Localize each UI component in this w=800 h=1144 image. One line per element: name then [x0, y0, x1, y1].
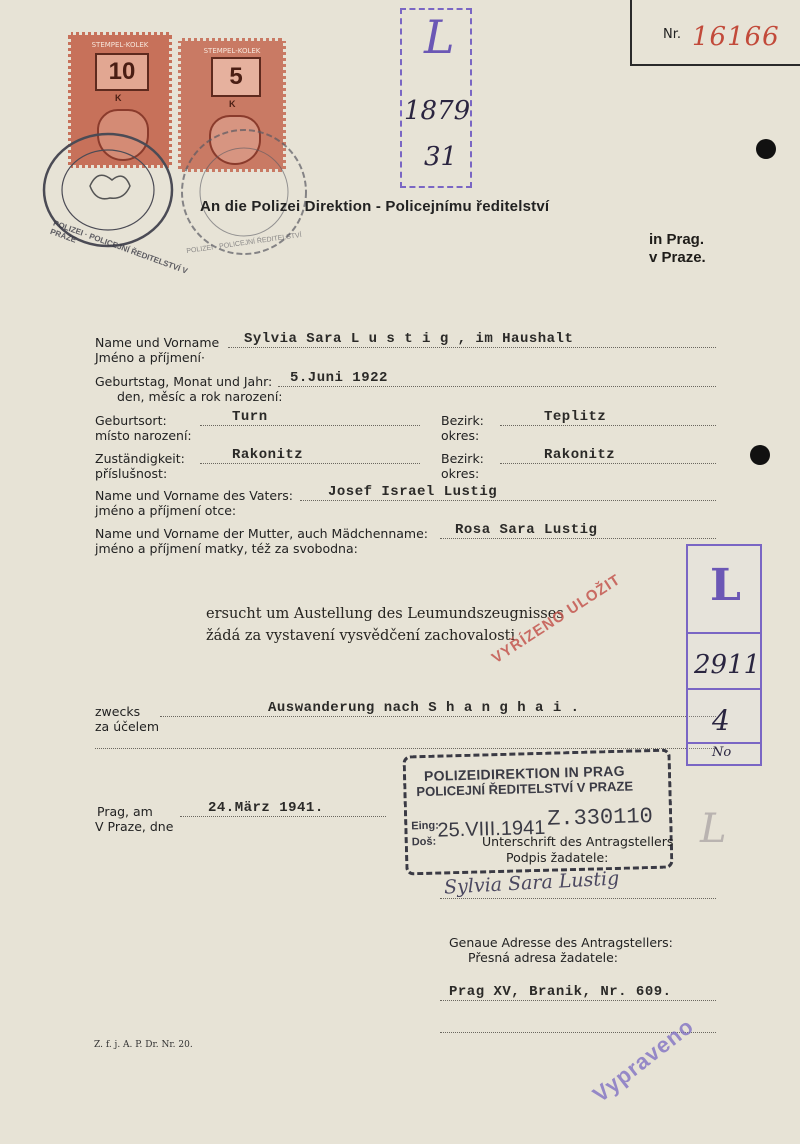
birthplace-value: Turn: [232, 409, 268, 425]
address-dotted-line: [440, 1000, 716, 1001]
signature-label-cz: Podpis žadatele:: [506, 850, 609, 865]
jurisdiction-label-cz: příslušnost:: [95, 466, 168, 481]
police-stamp-dos: Doš:: [411, 835, 437, 849]
request-line-de: ersucht um Austellung des Leumundszeugnisses: [206, 606, 564, 622]
district1-value: Teplitz: [544, 409, 607, 425]
stamp-header: STEMPEL-KOLEK: [203, 47, 261, 55]
purpose-dotted-line: [160, 716, 716, 717]
address-label-de: Genaue Adresse des Antragstellers:: [449, 935, 673, 950]
police-stamp-line1: POLIZEIDIREKTION IN PRAG: [423, 762, 626, 784]
police-stamp-line2: POLICEJNÍ ŘEDITELSTVÍ V PRAZE: [416, 778, 634, 800]
stamp-value: 10: [95, 53, 149, 91]
side-box-note: No: [712, 745, 732, 760]
date-label-de: Prag, am: [97, 804, 153, 819]
police-stamp-number: Z.330110: [546, 804, 654, 832]
birthdate-dotted-line: [278, 386, 716, 387]
jurisdiction-value: Rakonitz: [232, 447, 304, 463]
stamp-unit: K: [115, 93, 122, 103]
police-stamp-eing: Eing:: [411, 819, 439, 833]
mother-dotted-line: [440, 538, 716, 539]
district2-label-cz: okres:: [441, 466, 480, 481]
side-box-number: 2911: [694, 650, 761, 680]
signature-dotted-line: [440, 898, 716, 899]
date-label-cz: V Praze, dne: [95, 819, 174, 834]
stamp-header: STEMPEL-KOLEK: [91, 41, 149, 49]
district1-label-de: Bezirk:: [441, 413, 484, 428]
date-dotted-line: [180, 816, 386, 817]
number-label: Nr.: [663, 27, 682, 42]
police-stamp-date: 25.VIII.1941: [437, 816, 546, 842]
name-label-cz: Jméno a příjmení·: [95, 350, 205, 365]
district2-value: Rakonitz: [544, 447, 616, 463]
stamp-value: 5: [211, 57, 261, 97]
mother-label-de: Name und Vorname der Mutter, auch Mädchenname:: [95, 526, 428, 541]
address-label-cz: Přesná adresa žadatele:: [468, 950, 619, 965]
purpose-label-de: zwecks: [95, 704, 141, 719]
name-label-de: Name und Vorname: [95, 335, 220, 350]
address-value: Prag XV, Branik, Nr. 609.: [449, 984, 672, 1000]
name-dotted-line: [228, 347, 716, 348]
purpose-value: Auswanderung nach S h a n g h a i .: [268, 700, 580, 716]
mother-value: Rosa Sara Lustig: [455, 522, 598, 538]
district1-label-cz: okres:: [441, 428, 480, 443]
birthplace-label-cz: místo narození:: [95, 428, 192, 443]
city-de: in Prag.: [649, 231, 705, 248]
round-stamp-2-text: POLIZEI · POLICEJNÍ ŘEDITELSTVÍ: [186, 231, 303, 256]
signature-value: Sylvia Sara Lustig: [443, 867, 620, 899]
purpose-label-cz: za účelem: [95, 719, 160, 734]
birthdate-label-de: Geburtstag, Monat und Jahr:: [95, 374, 273, 389]
margin-letter-mark: L: [700, 806, 727, 852]
registry-letter: L: [424, 10, 455, 64]
jurisdiction-dotted-line: [200, 463, 420, 464]
mother-label-cz: jméno a příjmení matky, též za svobodna:: [95, 541, 358, 556]
district2-label-de: Bezirk:: [441, 451, 484, 466]
father-label-cz: jméno a příjmení otce:: [95, 503, 237, 518]
birthdate-label-cz: den, měsíc a rok narození:: [117, 389, 283, 404]
father-value: Josef Israel Lustig: [328, 484, 498, 500]
stamp-unit: K: [229, 99, 236, 109]
punch-hole-bottom: [750, 445, 770, 465]
side-box-digit: 4: [712, 704, 730, 737]
round-stamp-1-text: POLIZEI · POLICEJNÍ ŘEDITELSTVÍ V PRAZE: [48, 218, 189, 276]
birthplace-dotted-line: [200, 425, 420, 426]
father-dotted-line: [300, 500, 716, 501]
name-value: Sylvia Sara L u s t i g , im Haushalt: [244, 331, 574, 347]
settled-stamp: VYŘÍZENO ULOŽIT: [488, 571, 624, 667]
jurisdiction-label-de: Zuständigkeit:: [95, 451, 185, 466]
side-box-letter: L: [710, 560, 741, 611]
date-value: 24.März 1941.: [208, 800, 324, 816]
district2-dotted-line: [500, 463, 716, 464]
registry-number: 1879: [404, 96, 471, 126]
birthplace-label-de: Geburtsort:: [95, 413, 167, 428]
addressee-line: An die Polizei Direktion - Policejnímu ředitelství: [200, 198, 550, 215]
city-cz: v Praze.: [649, 249, 706, 266]
request-line-cz: žádá za vystavení vysvědčení zachovalosti: [206, 628, 516, 644]
punch-hole-top: [756, 139, 776, 159]
print-code: Z. f. j. A. P. Dr. Nr. 20.: [94, 1040, 193, 1050]
registry-sub: 31: [424, 142, 458, 172]
father-label-de: Name und Vorname des Vaters:: [95, 488, 293, 503]
signature-label-de: Unterschrift des Antragstellers: [482, 834, 674, 849]
birthdate-value: 5.Juni 1922: [290, 370, 388, 386]
dispatched-stamp: Vypraveno: [587, 1013, 699, 1108]
number-value: 16166: [692, 22, 780, 52]
district1-dotted-line: [500, 425, 716, 426]
